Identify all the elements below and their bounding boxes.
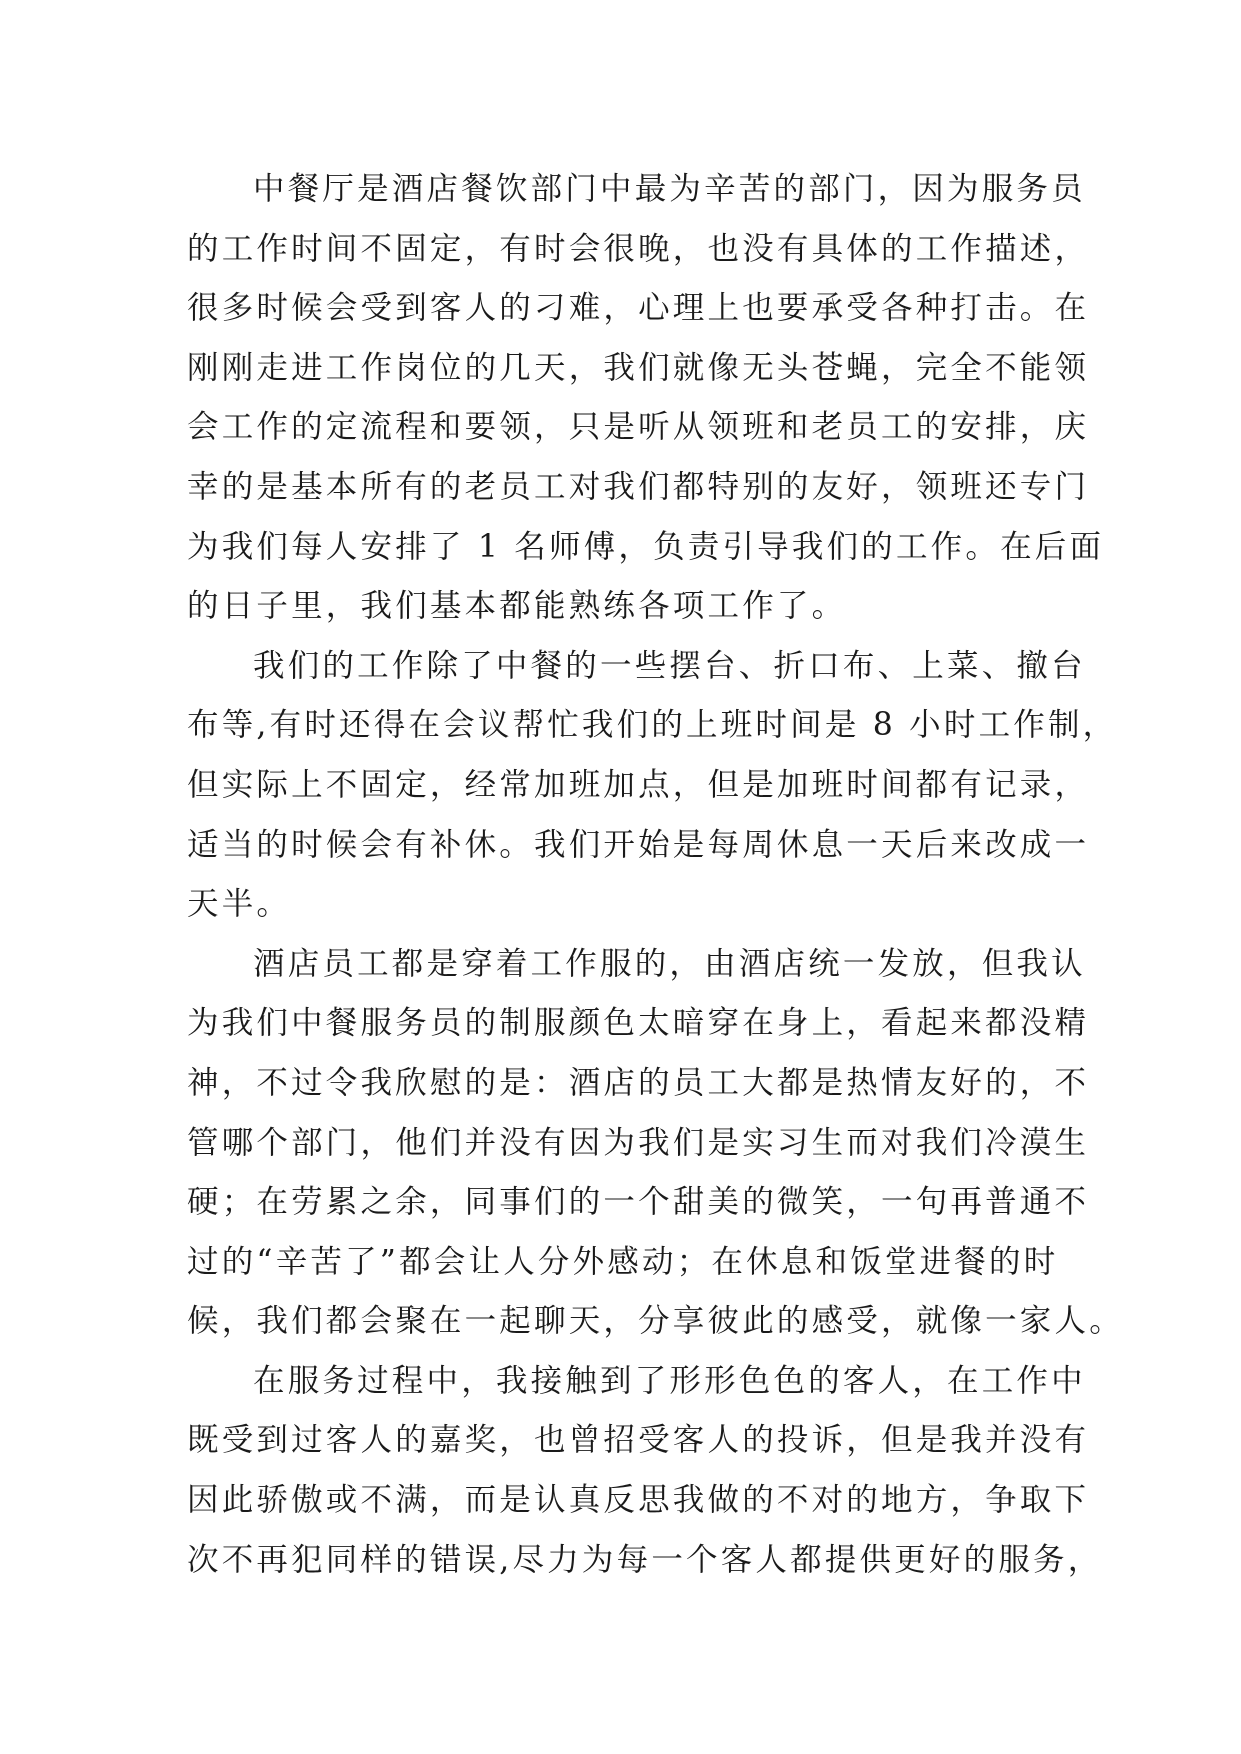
- text-line: 的工作时间不固定，有时会很晚，也没有具体的工作描述，: [187, 230, 1090, 267]
- text-line: 幸的是基本所有的老员工对我们都特别的友好，领班还专门: [187, 468, 1090, 505]
- text-line: 候，我们都会聚在一起聊天，分享彼此的感受，就像一家人。: [187, 1303, 1124, 1340]
- text-line: 过的“辛苦了”都会让人分外感动；在休息和饭堂进餐的时: [187, 1243, 1059, 1280]
- paragraph-4: [187, 1352, 1103, 1590]
- text-line: 中餐厅是酒店餐饮部门中最为辛苦的部门，因为服务员: [253, 171, 1086, 207]
- text-line: 为我们中餐服务员的制服颜色太暗穿在身上，看起来都没精: [187, 1005, 1090, 1042]
- document-body: [187, 160, 1124, 1590]
- text-line: 天半。: [187, 886, 292, 923]
- text-line: 适当的时候会有补休。我们开始是每周休息一天后来改成一: [187, 826, 1090, 863]
- text-line: 布等,有时还得在会议帮忙我们的上班时间是 8 小时工作制，: [187, 707, 1118, 744]
- text-line: 会工作的定流程和要领，只是听从领班和老员工的安排，庆: [187, 409, 1090, 446]
- text-line: 既受到过客人的嘉奖，也曾招受客人的投诉，但是我并没有: [187, 1422, 1090, 1459]
- text-line: 酒店员工都是穿着工作服的，由酒店统一发放，但我认: [253, 945, 1086, 982]
- text-line: 刚刚走进工作岗位的几天，我们就像无头苍蝇，完全不能领: [187, 349, 1090, 386]
- text-line: 很多时候会受到客人的刁难，心理上也要承受各种打击。在: [187, 290, 1090, 327]
- text-line: 我们的工作除了中餐的一些摆台、折口布、上菜、撤台: [253, 647, 1086, 684]
- text-line: 因此骄傲或不满，而是认真反思我做的不对的地方，争取下: [187, 1482, 1090, 1519]
- paragraph-1: [187, 160, 1105, 637]
- paragraph-2: [187, 637, 1118, 935]
- text-line: 神，不过令我欣慰的是：酒店的员工大都是热情友好的，不: [187, 1064, 1090, 1101]
- text-line: 为我们每人安排了 1 名师傅，负责引导我们的工作。在后面: [187, 528, 1105, 565]
- paragraph-3: [187, 935, 1124, 1352]
- text-line: 硬；在劳累之余，同事们的一个甜美的微笑，一句再普通不: [187, 1184, 1090, 1221]
- text-line: 的日子里，我们基本都能熟练各项工作了。: [187, 588, 847, 625]
- text-line: 次不再犯同样的错误,尽力为每一个客人都提供更好的服务，: [187, 1541, 1103, 1578]
- text-line: 在服务过程中，我接触到了形形色色的客人，在工作中: [253, 1362, 1086, 1399]
- text-line: 管哪个部门，他们并没有因为我们是实习生而对我们冷漠生: [187, 1124, 1090, 1161]
- text-line: 但实际上不固定，经常加班加点，但是加班时间都有记录，: [187, 766, 1090, 803]
